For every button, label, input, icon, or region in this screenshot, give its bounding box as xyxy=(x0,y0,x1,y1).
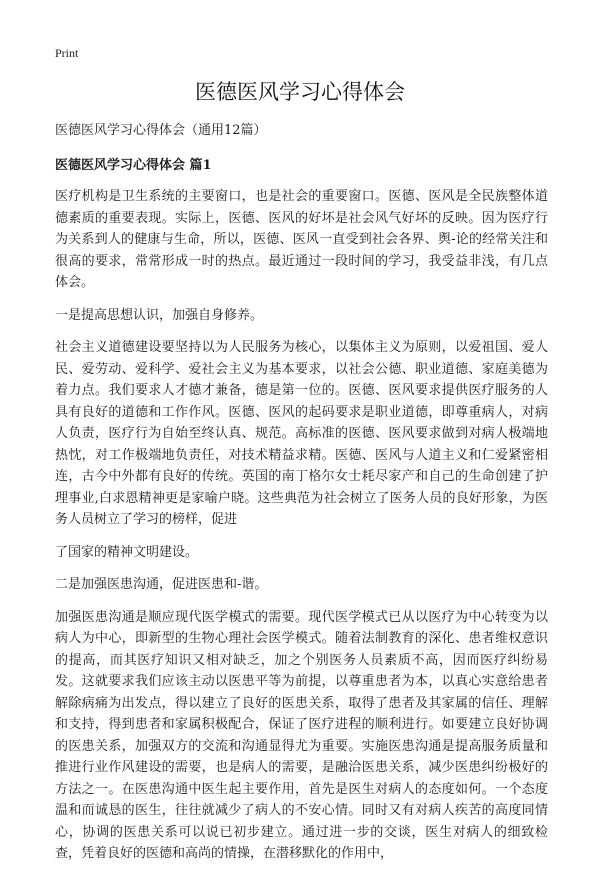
document-subtitle: 医德医风学习心得体会（通用12篇） xyxy=(55,123,267,138)
paragraph-point-one-continuation: 了国家的精神文明建设。 xyxy=(55,544,199,560)
paragraph-intro: 医疗机构是卫生系统的主要窗口，也是社会的重要窗口。医德、医风是全民族整体道德素质的重要表现。实际上，医德、医风的好坏是社会风气好坏的反映。因为医疗行为关系到人的健康与生命，所以，医德、医风一直受到社会各界、舆-论的经常关注和很高的要求，常常形成一时的热点。最近通过一段时间的学习，我受益非浅，有几点体会。 xyxy=(55,189,548,290)
paragraph-point-two-heading: 二是加强医患沟通，促进医患和-谐。 xyxy=(55,577,268,592)
paragraph-point-one-heading: 一是提高思想认识，加强自身修养。 xyxy=(55,307,264,323)
print-label: Print xyxy=(55,46,79,60)
document-body xyxy=(55,120,548,876)
paragraph-point-two-body: 加强医患沟通是顺应现代医学模式的需要。现代医学模式已从以医疗为中心转变为以病人为中心，即新型的生物心理社会医学模式。随着法制教育的深化、患者维权意识的提高，而其医疗知识又相对缺乏，加之个别医务人员素质不高，因而医疗纠纷易发。这就要求我们应该主动以医患平等为前提，以尊重患者为本，以真心实意给患者解除病痛为出发点，得以建立了良好的医患关系，取得了患者及其家属的信任、理解和支持，得到患者和家属积极配合，保证了医疗进程的顺利进行。如要建立良好协调的医患关系，加强双方的交流和沟通显得尤为重要。实施医患沟通是提高服务质量和推进行业作风建设的需要，也是病人的需要，是融洽医患关系，减少医患纠纷极好的方法之一。在医患沟通中医生起主要作用，首先是医生对病人的态度如何。一个态度温和而诚恳的医生，往往就减少了病人的不安心情。同时又有对病人疾苦的高度同情心，协调的医患关系可以说已初步建立。通过进一步的交谈，医生对病人的细致检查，凭着良好的医德和高尚的情操，在潜移默化的作用中， xyxy=(55,609,548,861)
page-title: 医德医风学习心得体会 xyxy=(195,80,405,104)
paragraph-point-one-body: 社会主义道德建设要坚持以为人民服务为核心，以集体主义为原则，以爱祖国、爱人民、爱劳动、爱科学、爱社会主义为基本要求，以社会公德、职业道德、家庭美德为着力点。我们要求人才德才兼备，德是第一位的。医德、医风要求提供医疗服务的人具有良好的道德和工作作风。医德、医风的起码要求是职业道德，即尊重病人，对病人负责，医疗行为自始至终认真、规范。高标准的医德、医风要求做到对病人极端地热忱，对工作极端地负责任，对技术精益求精。医德、医风与人道主义和仁爱紧密相连，古今中外都有良好的传统。英国的南丁格尔女士耗尽家产和自己的生命创建了护理事业,白求恩精神更是家喻户晓。这些典范为社会树立了医务人员的良好形象，为医务人员树立了学习的榜样，促进 xyxy=(55,340,548,527)
section-heading: 医德医风学习心得体会 篇1 xyxy=(55,157,212,173)
